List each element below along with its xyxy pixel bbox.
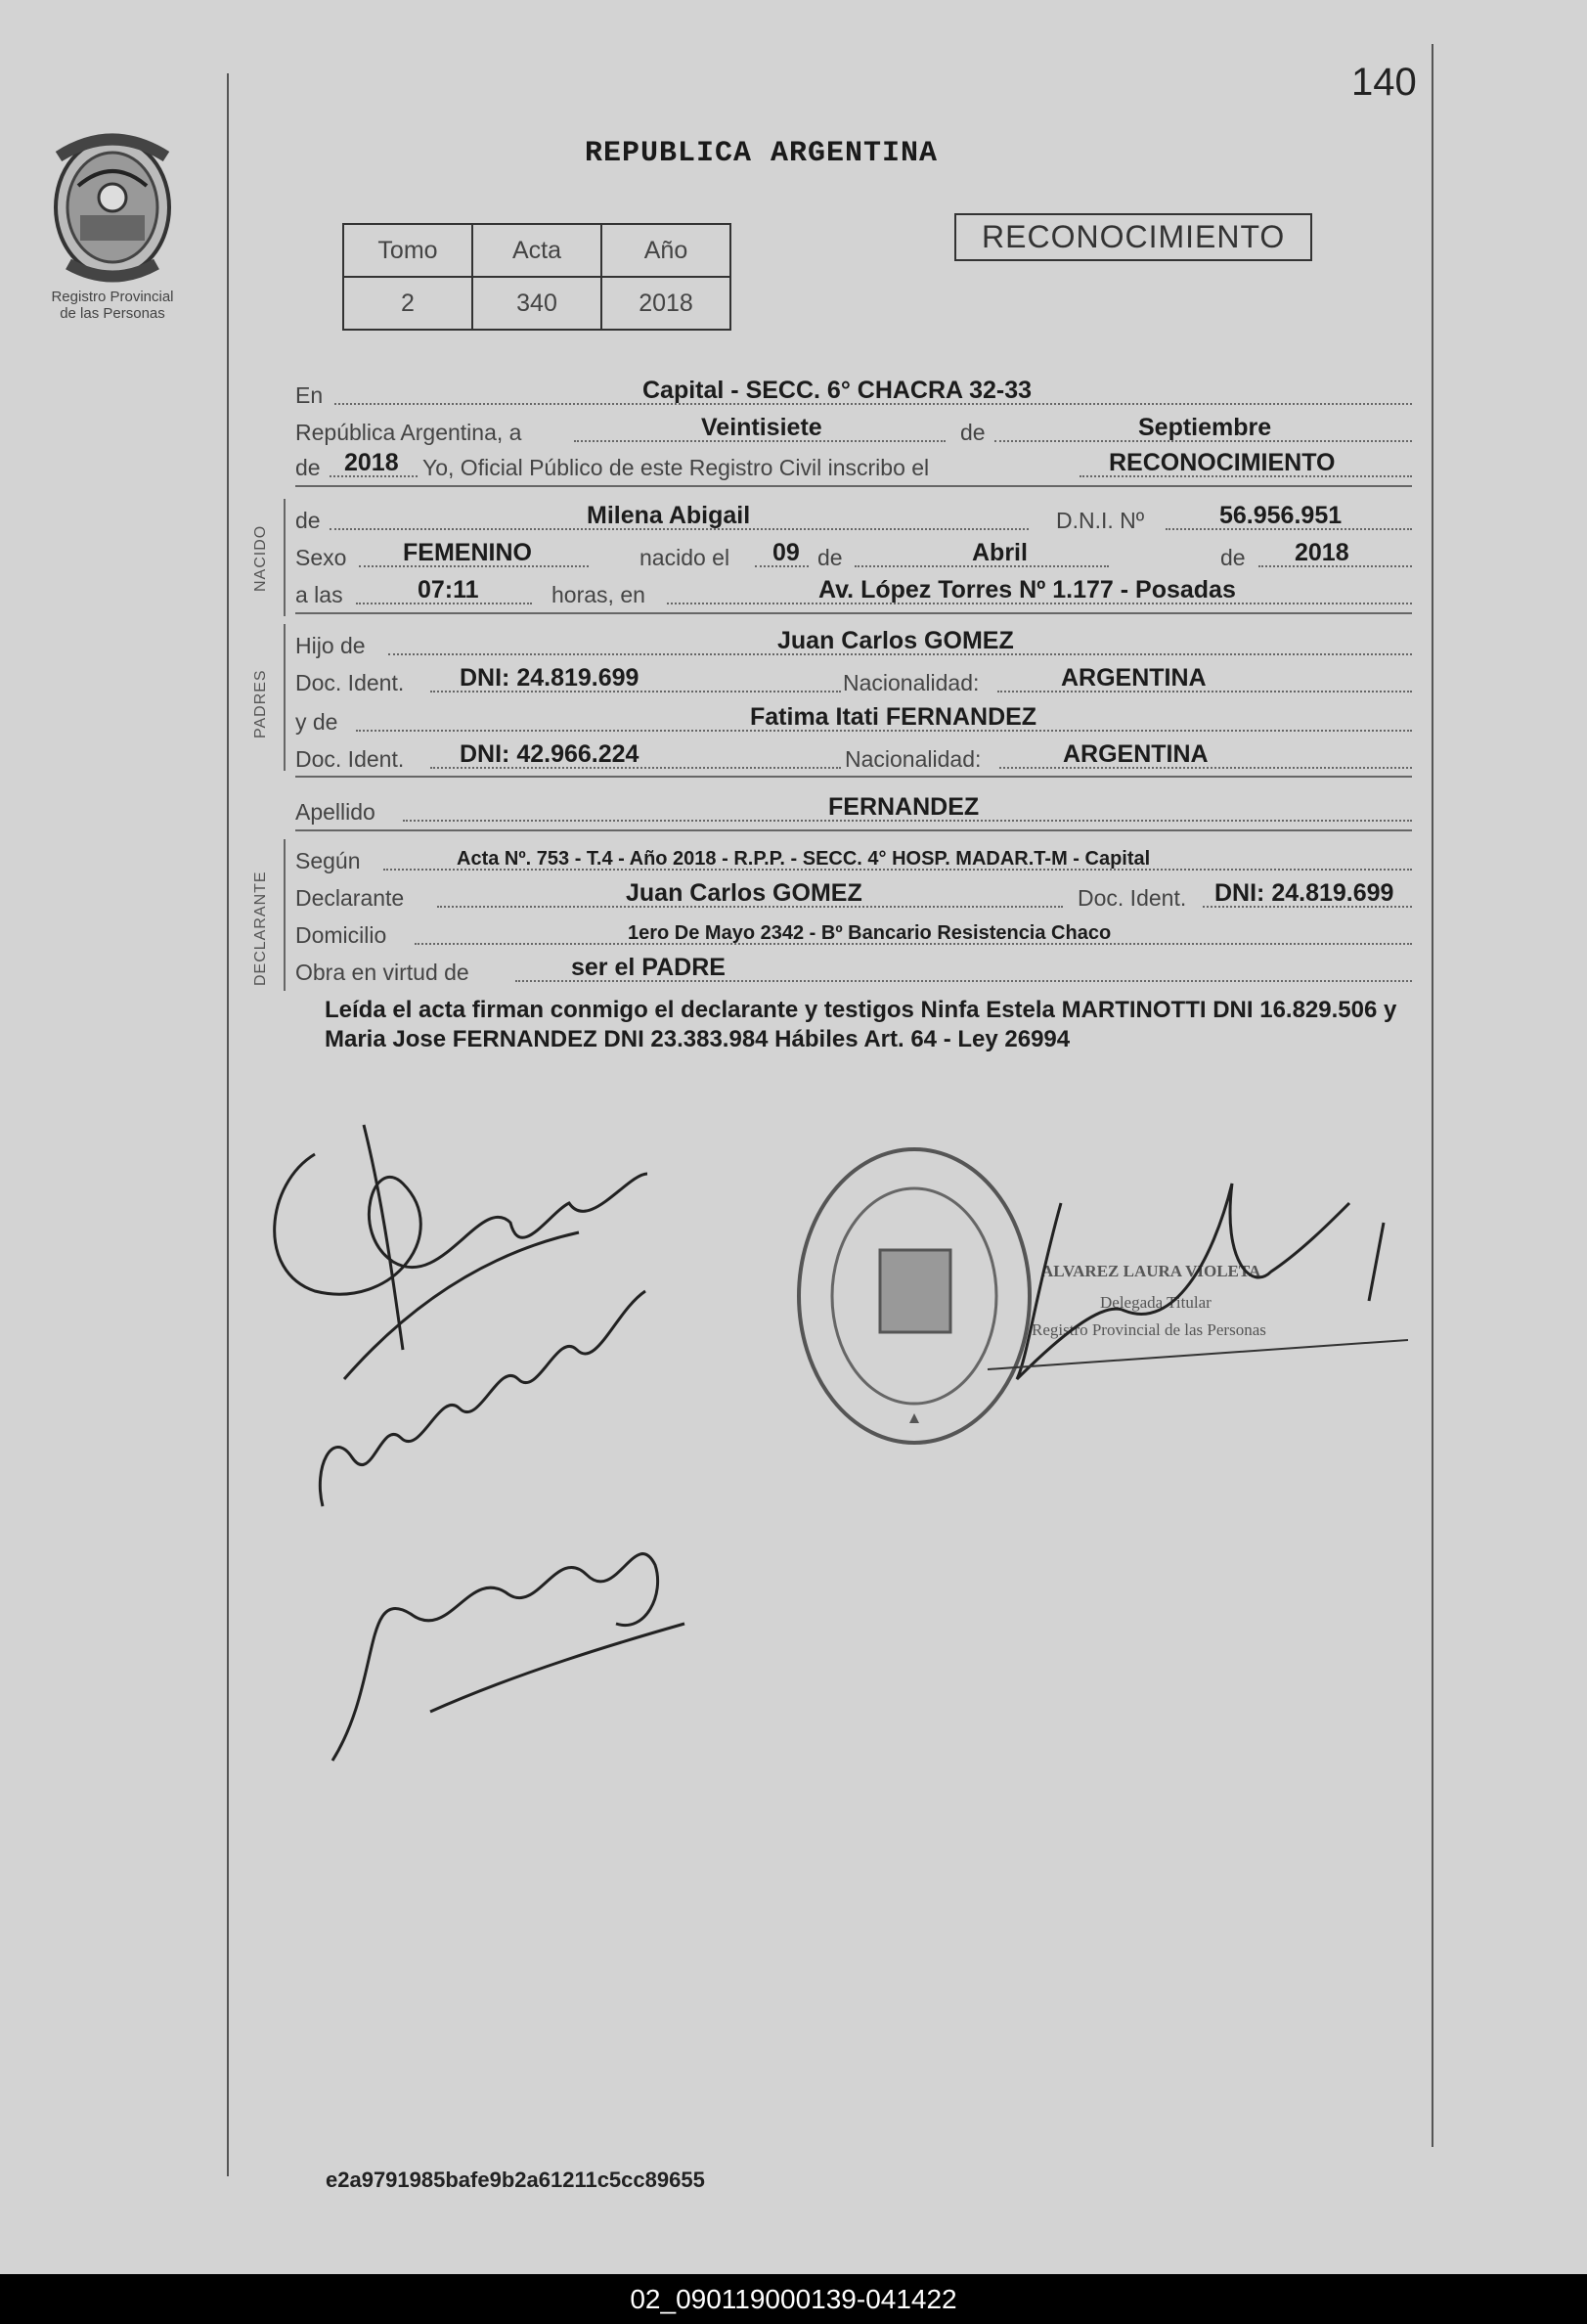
- row-republica: [295, 413, 1412, 448]
- ref-value-anio: 2018: [601, 277, 730, 330]
- value-surname: FERNANDEZ: [828, 793, 980, 821]
- value-mother-name: Fatima Itati FERNANDEZ: [750, 703, 1037, 731]
- rule-3: [295, 776, 1412, 778]
- document-type-box: RECONOCIMIENTO: [954, 213, 1312, 261]
- row-sex: [295, 538, 1412, 573]
- value-mother-nationality: ARGENTINA: [1063, 740, 1209, 768]
- row-year: [295, 448, 1412, 483]
- ref-header-acta: Acta: [472, 224, 601, 277]
- value-child-dni: 56.956.951: [1219, 502, 1343, 529]
- label-y-de: y de: [295, 709, 338, 735]
- label-declarante-doc: Doc. Ident.: [1078, 885, 1187, 911]
- row-declarante: [295, 878, 1412, 914]
- document-hash: e2a9791985bafe9b2a61211c5cc89655: [326, 2168, 705, 2192]
- label-hijo-de: Hijo de: [295, 633, 366, 658]
- row-mother-doc: [295, 739, 1412, 775]
- label-domicilio: Domicilio: [295, 922, 387, 948]
- value-birth-month: Abril: [972, 539, 1028, 566]
- row-surname: [295, 792, 1412, 827]
- stamp-official-org: Registro Provincial de las Personas: [1032, 1320, 1266, 1339]
- rule-1: [295, 485, 1412, 487]
- label-horas-en: horas, en: [551, 582, 645, 607]
- rule-2: [295, 612, 1412, 614]
- province-logo: [29, 127, 196, 322]
- left-margin-line: [227, 73, 229, 2176]
- value-month: Septiembre: [1138, 414, 1272, 441]
- value-domicilio: 1ero De Mayo 2342 - Bº Bancario Resistencia Chaco: [628, 922, 1112, 944]
- label-father-doc: Doc. Ident.: [295, 670, 405, 695]
- section-line-declarante: [284, 839, 286, 991]
- value-obra: ser el PADRE: [571, 954, 726, 981]
- label-de-month: de: [960, 420, 986, 445]
- section-label-declarante: DECLARANTE: [252, 871, 269, 986]
- label-declarante: Declarante: [295, 885, 405, 911]
- closing-statement: Leída el acta firman conmigo el declarante y testigos Ninfa Estela MARTINOTTI DNI 16.829.506 y Maria Jose FERNANDEZ DNI 23.383.984 Hábiles Art. 64 - Ley 26994: [325, 997, 1397, 1052]
- label-de-year: de: [295, 455, 321, 480]
- value-father-doc: DNI: 24.819.699: [460, 664, 639, 692]
- label-mother-doc: Doc. Ident.: [295, 746, 405, 772]
- page-number: 140: [1351, 61, 1417, 104]
- label-nacido-el: nacido el: [639, 545, 730, 570]
- province-seal-icon: [29, 127, 196, 284]
- value-day: Veintisiete: [701, 414, 822, 441]
- label-a-las: a las: [295, 582, 343, 607]
- logo-caption-line1: Registro Provincial: [51, 289, 174, 305]
- label-republica: República Argentina, a: [295, 420, 522, 445]
- label-father-nat: Nacionalidad:: [843, 670, 980, 695]
- row-name: [295, 501, 1412, 536]
- label-obra: Obra en virtud de: [295, 960, 469, 985]
- value-declarante-doc: DNI: 24.819.699: [1214, 879, 1394, 907]
- section-label-padres: PADRES: [252, 669, 269, 738]
- value-birth-time: 07:11: [418, 576, 479, 603]
- row-time-place: [295, 575, 1412, 610]
- stamp-official-name: ALVAREZ LAURA VIOLETA: [1041, 1262, 1261, 1280]
- label-dni: D.N.I. Nº: [1056, 508, 1145, 533]
- label-oficial: Yo, Oficial Público de este Registro Civil inscribo el: [422, 455, 930, 480]
- signature-witness1-icon: [313, 1272, 665, 1526]
- value-father-nationality: ARGENTINA: [1061, 664, 1207, 692]
- ref-value-tomo: 2: [343, 277, 472, 330]
- row-segun: [295, 841, 1412, 876]
- value-birth-place: Av. López Torres Nº 1.177 - Posadas: [818, 576, 1236, 603]
- value-birth-year: 2018: [1295, 539, 1349, 566]
- ref-value-acta: 340: [472, 277, 601, 330]
- footer-file-id: 02_090119000139-041422: [0, 2274, 1587, 2324]
- signature-official-icon: [978, 1164, 1408, 1389]
- logo-caption-line2: de las Personas: [60, 305, 165, 322]
- label-mother-nat: Nacionalidad:: [845, 746, 982, 772]
- label-sexo: Sexo: [295, 545, 347, 570]
- row-en: [295, 376, 1412, 411]
- section-line-padres: [284, 624, 286, 771]
- reference-table: [342, 223, 731, 331]
- ref-header-tomo: Tomo: [343, 224, 472, 277]
- value-segun: Acta Nº. 753 - T.4 - Año 2018 - R.P.P. - SECC. 4° HOSP. MADAR.T-M - Capital: [457, 848, 1151, 870]
- value-place-registry: Capital - SECC. 6° CHACRA 32-33: [642, 377, 1033, 404]
- rule-4: [295, 829, 1412, 831]
- section-label-nacido: NACIDO: [252, 524, 269, 592]
- value-sex: FEMENINO: [403, 539, 532, 566]
- row-father: [295, 626, 1412, 661]
- label-de-name: de: [295, 508, 321, 533]
- right-margin-line: [1432, 44, 1433, 2147]
- row-father-doc: [295, 663, 1412, 698]
- label-apellido: Apellido: [295, 799, 375, 825]
- label-de-bday: de: [817, 545, 843, 570]
- row-obra: [295, 953, 1412, 988]
- value-child-name: Milena Abigail: [587, 502, 751, 529]
- value-declarante-name: Juan Carlos GOMEZ: [626, 879, 862, 907]
- value-mother-doc: DNI: 42.966.224: [460, 740, 639, 768]
- label-de-byear: de: [1220, 545, 1246, 570]
- value-inscribe: RECONOCIMIENTO: [1109, 449, 1336, 476]
- label-en: En: [295, 382, 324, 408]
- section-line-nacido: [284, 499, 286, 616]
- value-father-name: Juan Carlos GOMEZ: [777, 627, 1014, 654]
- row-domicilio: [295, 916, 1412, 951]
- value-year: 2018: [344, 449, 399, 476]
- row-mother: [295, 702, 1412, 737]
- ref-header-anio: Año: [601, 224, 730, 277]
- label-segun: Según: [295, 848, 361, 873]
- signature-witness2-icon: [323, 1506, 694, 1780]
- stamp-official-role: Delegada Titular: [1100, 1293, 1212, 1312]
- value-birth-day: 09: [772, 539, 800, 566]
- page-title: REPUBLICA ARGENTINA: [585, 137, 939, 170]
